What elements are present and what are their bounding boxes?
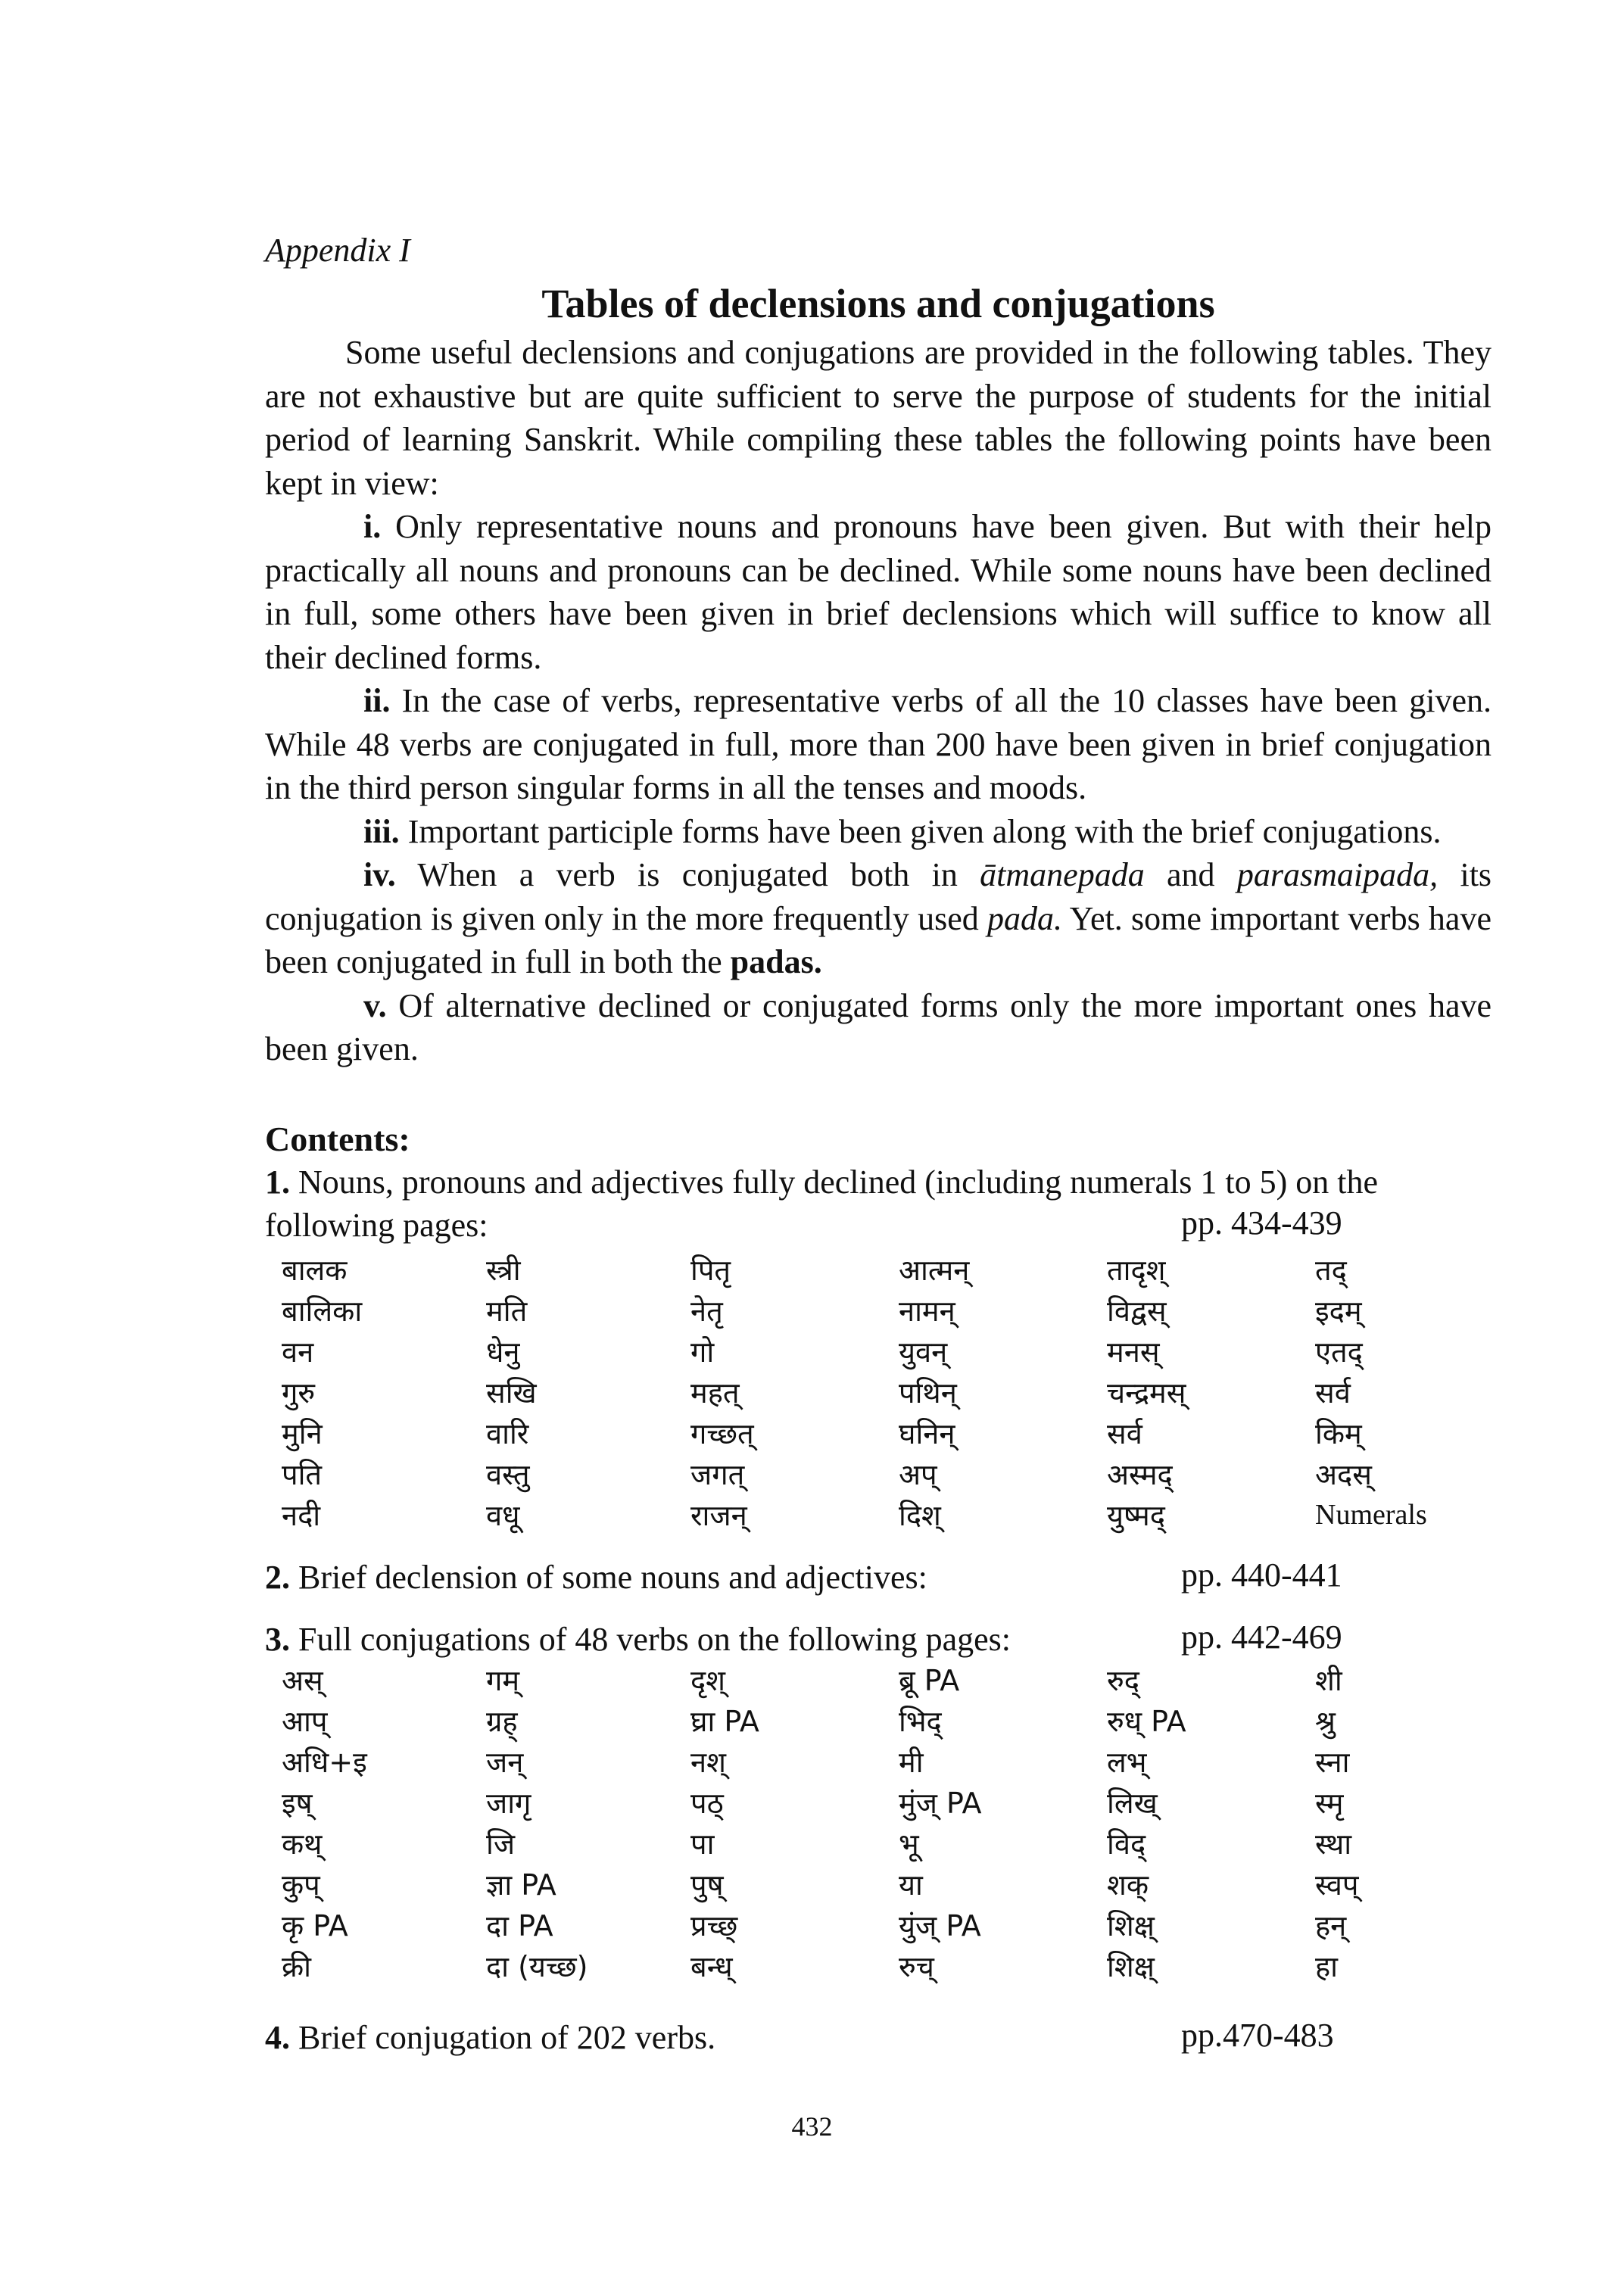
- point-4: [265, 853, 1492, 984]
- conjugation-verb: दृश्: [690, 1664, 726, 1697]
- point-number: ii.: [363, 682, 391, 719]
- section-3-pages: pp. 442-469: [1181, 1618, 1342, 1656]
- term-pada: pada.: [987, 899, 1062, 937]
- point-2: [265, 679, 1492, 810]
- conjugation-row: [282, 1864, 1478, 1905]
- conjugation-verb: पा: [690, 1827, 715, 1861]
- conjugation-verb: स्था: [1315, 1827, 1352, 1861]
- declension-word: वधू: [486, 1499, 520, 1532]
- declension-word: किम्: [1315, 1417, 1362, 1450]
- declension-word: दिश्: [899, 1499, 941, 1532]
- conjugation-row: [282, 1659, 1478, 1700]
- declension-word: मति: [486, 1294, 528, 1328]
- conjugation-verb: घ्रा PA: [690, 1705, 759, 1738]
- point-1: [265, 505, 1492, 679]
- conjugation-verb: लभ्: [1107, 1746, 1147, 1779]
- section-text-continued: following pages:: [265, 1207, 488, 1244]
- term-atmanepada: ātmanepada: [980, 856, 1145, 893]
- conjugation-verb: दा (यच्छ): [486, 1950, 588, 1983]
- contents-heading: Contents:: [265, 1120, 410, 1158]
- declension-word: महत्: [690, 1376, 740, 1410]
- point-text: Only representative nouns and pronouns have been given. But with their help practically all nouns and pronouns can be declined. While some nouns have been declined in full, some others have been given in brief declensions which will suffice to know all their declined forms.: [265, 508, 1492, 676]
- conjugation-verb: हा: [1315, 1950, 1339, 1983]
- conjugation-verb: इष्: [282, 1787, 313, 1820]
- conjugation-row: [282, 1823, 1478, 1864]
- declension-word: नेतृ: [690, 1294, 723, 1328]
- conjugation-verb: भू: [899, 1827, 919, 1861]
- point-text: Important participle forms have been given along with the brief conjugations.: [407, 812, 1442, 850]
- conjugation-verb: जागृ: [486, 1787, 531, 1820]
- term-parasmaipada: parasmaipada,: [1236, 856, 1439, 893]
- section-number: 1.: [265, 1164, 290, 1201]
- section-text: Full conjugations of 48 verbs on the following pages:: [298, 1621, 1011, 1658]
- conjugation-row: [282, 1905, 1478, 1946]
- conjugation-verb: ग्रह्: [486, 1705, 518, 1738]
- declension-row: [282, 1494, 1478, 1535]
- declension-row: [282, 1453, 1478, 1494]
- declension-word: बालक: [282, 1254, 348, 1287]
- declension-word: जगत्: [690, 1458, 745, 1491]
- declension-word: युवन्: [899, 1335, 948, 1369]
- declension-word: पथिन्: [899, 1376, 957, 1410]
- point-number: v.: [363, 986, 387, 1024]
- declension-word: मुनि: [282, 1417, 323, 1450]
- declension-word: राजन्: [690, 1499, 747, 1532]
- declension-word: नामन्: [899, 1294, 955, 1328]
- declension-word: तद्: [1315, 1254, 1347, 1287]
- point-number: iii.: [363, 812, 400, 850]
- declension-word: आत्मन्: [899, 1254, 970, 1287]
- declension-word: Numerals: [1315, 1499, 1427, 1531]
- conjugation-verb: लिख्: [1107, 1787, 1158, 1820]
- conjugation-verb: आप्: [282, 1705, 328, 1738]
- section-text: Nouns, pronouns and adjectives fully declined (including numerals 1 to 5) on the: [298, 1164, 1379, 1201]
- conjugation-verb: रुध् PA: [1107, 1705, 1186, 1738]
- conjugation-verb: स्वप्: [1315, 1868, 1359, 1902]
- declension-row: [282, 1249, 1478, 1290]
- conjugation-verb: शी: [1315, 1664, 1342, 1697]
- conjugation-verb: कृ PA: [282, 1909, 348, 1943]
- conjugation-verb: कथ्: [282, 1827, 323, 1861]
- section-2-pages: pp. 440-441: [1181, 1556, 1342, 1594]
- section-1-pages: pp. 434-439: [1181, 1204, 1342, 1242]
- declension-word-grid: [282, 1249, 1478, 1535]
- conjugation-verb: श्रु: [1315, 1705, 1336, 1738]
- declension-word: नदी: [282, 1499, 321, 1532]
- conjugation-verb: गम्: [486, 1664, 520, 1697]
- point-text: In the case of verbs, representative verbs of all the 10 classes have been given. While 48 verbs are conjugated in full, more than 200 have been given in brief conjugation in the third person singular forms in all the tenses and moods.: [265, 682, 1492, 806]
- point-text: When a verb is conjugated both in: [417, 856, 958, 893]
- point-3: [265, 810, 1492, 854]
- declension-row: [282, 1413, 1478, 1453]
- declension-row: [282, 1372, 1478, 1413]
- declension-word: इदम्: [1315, 1294, 1362, 1328]
- declension-word: धेनु: [486, 1335, 520, 1369]
- conjugation-verb: स्मृ: [1315, 1787, 1344, 1820]
- declension-word: वस्तु: [486, 1458, 530, 1491]
- conjugation-verb: पठ्: [690, 1787, 724, 1820]
- declension-word: विद्वस्: [1107, 1294, 1167, 1328]
- declension-word: वारि: [486, 1417, 529, 1450]
- section-number: 4.: [265, 2019, 290, 2056]
- conjugation-verb: बन्ध्: [690, 1950, 733, 1983]
- declension-word: पति: [282, 1458, 323, 1491]
- declension-word: एतद्: [1315, 1335, 1363, 1369]
- conjugation-verb: हन्: [1315, 1909, 1347, 1943]
- point-text: its conjugation is given only in the more frequently used: [265, 856, 1492, 937]
- conjugation-verb: जन्: [486, 1746, 524, 1779]
- section-4-pages: pp.470-483: [1181, 2017, 1334, 2054]
- declension-word: गो: [690, 1335, 715, 1369]
- point-text: Of alternative declined or conjugated forms only the more important ones have been given.: [265, 986, 1492, 1067]
- conjugation-verb: मुंज् PA: [899, 1787, 982, 1820]
- conjugation-verb: शिक्ष्: [1107, 1950, 1155, 1983]
- conjugation-verb: या: [899, 1868, 923, 1902]
- conjugation-verb: शिक्ष्: [1107, 1909, 1155, 1943]
- conjugation-verb: नश्: [690, 1746, 726, 1779]
- point-number: i.: [363, 508, 382, 545]
- declension-word: तादृश्: [1107, 1254, 1166, 1287]
- page-number: 432: [791, 2111, 833, 2142]
- section-number: 2.: [265, 1559, 290, 1596]
- declension-row: [282, 1290, 1478, 1331]
- declension-word: मनस्: [1107, 1335, 1160, 1369]
- declension-word: पितृ: [690, 1254, 731, 1287]
- declension-word: अस्मद्: [1107, 1458, 1173, 1491]
- conjugation-row: [282, 1741, 1478, 1782]
- conjugation-verb: क्री: [282, 1950, 312, 1983]
- point-5: [265, 984, 1492, 1071]
- conjugation-verb: कुप्: [282, 1868, 320, 1902]
- conjugation-verb: स्ना: [1315, 1746, 1350, 1779]
- conjugation-verb: ब्रू PA: [899, 1664, 960, 1697]
- conjugation-verb: दा PA: [486, 1909, 553, 1943]
- intro-paragraph: Some useful declensions and conjugations are provided in the following tables. They are not exhaustive but are quite sufficient to serve the purpose of students for the initial period of learning Sanskrit. While compiling these tables the following points have been kept in view:: [265, 334, 1492, 502]
- declension-word: बालिका: [282, 1294, 363, 1328]
- section-text: Brief declension of some nouns and adjectives:: [298, 1559, 927, 1596]
- term-padas: padas.: [730, 943, 822, 980]
- intro-section: [265, 331, 1492, 1071]
- declension-word: वन: [282, 1335, 314, 1369]
- section-number: 3.: [265, 1621, 290, 1658]
- point-text: Yet. some important verbs have been conjugated in full in both the: [265, 899, 1492, 980]
- conjugation-verb: मी: [899, 1746, 924, 1779]
- conjugation-verb: अधि+इ: [282, 1746, 367, 1779]
- conjugation-verb: युंज् PA: [899, 1909, 981, 1943]
- conjugation-row: [282, 1700, 1478, 1741]
- point-text: and: [1167, 856, 1215, 893]
- declension-word: सर्व: [1107, 1417, 1142, 1450]
- declension-word: गच्छत्: [690, 1417, 754, 1450]
- declension-word: गुरु: [282, 1376, 316, 1410]
- conjugation-verb: रुच्: [899, 1950, 934, 1983]
- conjugation-verb: जि: [486, 1827, 516, 1861]
- conjugation-verb: शक्: [1107, 1868, 1149, 1902]
- conjugation-verb: अस्: [282, 1664, 323, 1697]
- conjugation-verb: पुष्: [690, 1868, 724, 1902]
- point-number: iv.: [363, 856, 396, 893]
- declension-word: सर्व: [1315, 1376, 1351, 1410]
- page-title: Tables of declensions and conjugations: [541, 281, 1215, 326]
- conjugation-verb: रुद्: [1107, 1664, 1139, 1697]
- conjugation-row: [282, 1946, 1478, 1986]
- declension-word: स्त्री: [486, 1254, 521, 1287]
- conjugation-verb: भिद्: [899, 1705, 942, 1738]
- conjugation-verb-grid: [282, 1659, 1478, 1986]
- conjugation-verb: विद्: [1107, 1827, 1146, 1861]
- appendix-label: Appendix I: [265, 232, 410, 269]
- declension-row: [282, 1331, 1478, 1372]
- declension-word: सखि: [486, 1376, 537, 1410]
- conjugation-row: [282, 1782, 1478, 1823]
- declension-word: अप्: [899, 1458, 937, 1491]
- conjugation-verb: ज्ञा PA: [486, 1868, 556, 1902]
- declension-word: युष्मद्: [1107, 1499, 1165, 1532]
- declension-word: चन्द्रमस्: [1107, 1376, 1186, 1410]
- section-text: Brief conjugation of 202 verbs.: [298, 2019, 716, 2056]
- conjugation-verb: प्रच्छ्: [690, 1909, 738, 1943]
- declension-word: अदस्: [1315, 1458, 1372, 1491]
- declension-word: घनिन्: [899, 1417, 955, 1450]
